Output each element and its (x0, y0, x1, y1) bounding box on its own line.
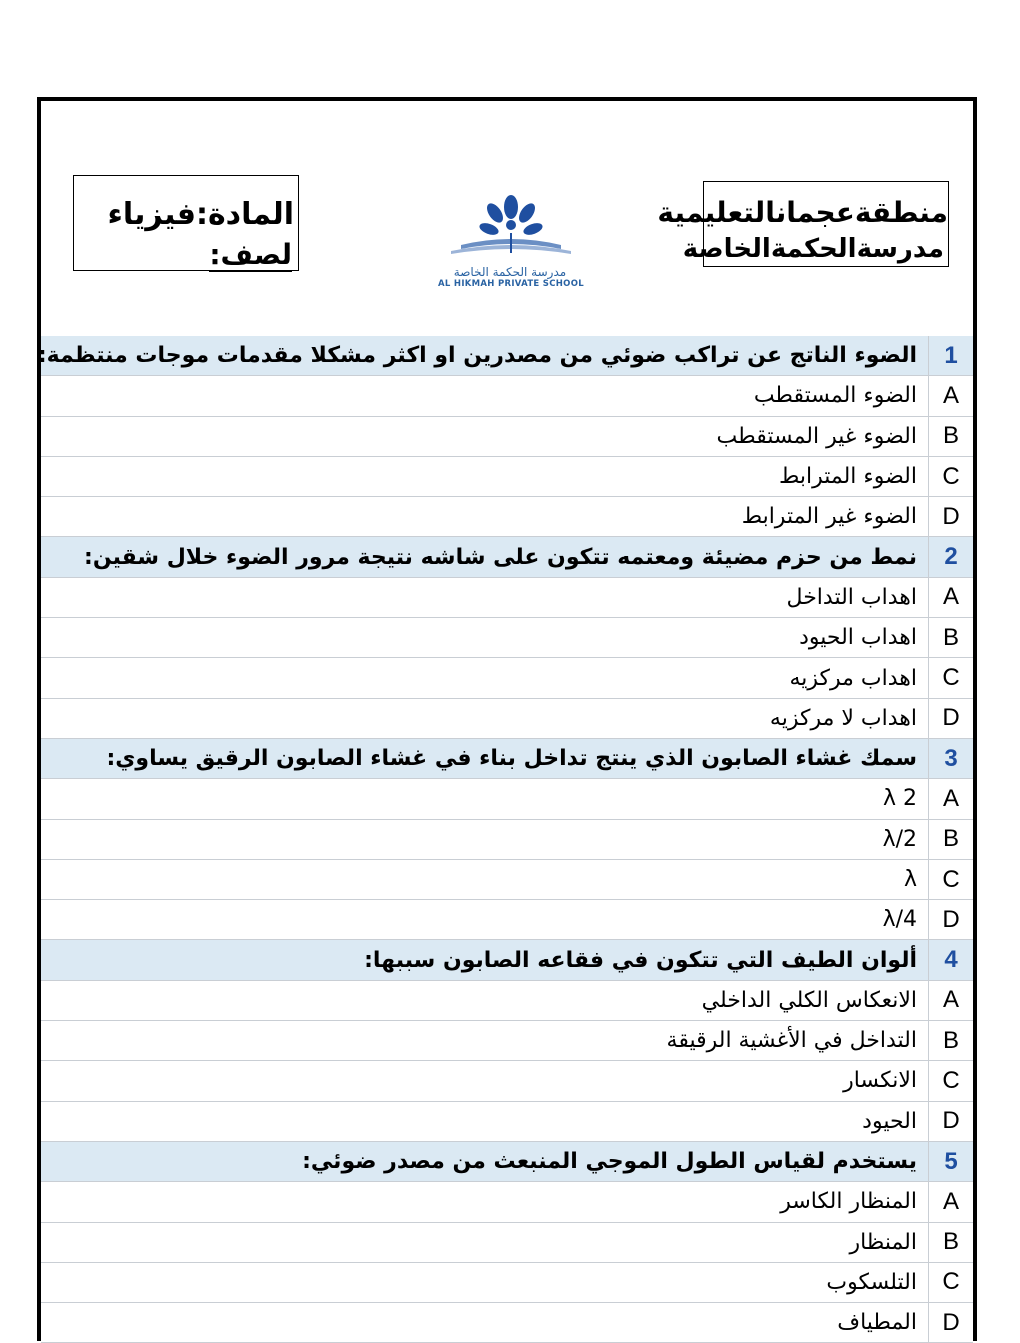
option-text: الضوء غير المترابط (741, 504, 917, 530)
question-text: يستخدم لقياس الطول الموجي المنبعث من مصدر ضوئي: (302, 1149, 917, 1175)
column-divider (928, 1021, 929, 1060)
option-text: 2 λ (882, 786, 917, 812)
column-divider (928, 1102, 929, 1141)
question-row (37, 336, 973, 376)
option-letter: D (942, 905, 960, 933)
column-divider (928, 537, 929, 576)
option-letter: A (942, 1187, 959, 1215)
option-text: المنظار (849, 1229, 917, 1255)
column-divider (928, 376, 929, 415)
region-box (657, 181, 949, 267)
column-divider (928, 1263, 929, 1302)
question-text: سمك غشاء الصابون الذي ينتج تداخل بناء في غشاء الصابون الرقيق يساوي: (106, 746, 917, 772)
option-row[interactable] (41, 699, 973, 739)
option-row[interactable] (41, 457, 973, 497)
option-letter: B (942, 825, 959, 853)
option-letter: C (942, 865, 960, 893)
column-divider (928, 739, 929, 778)
option-text: اهداب الحيود (799, 625, 917, 651)
column-divider (928, 860, 929, 899)
column-divider (928, 417, 929, 456)
option-text: الانعكاس الكلي الداخلي (701, 987, 917, 1013)
option-row[interactable] (41, 1102, 973, 1142)
exam-header (41, 101, 973, 333)
option-text: المنظار الكاسر (780, 1189, 917, 1215)
option-letter: B (942, 1228, 959, 1256)
option-letter: A (942, 381, 959, 409)
option-row[interactable] (41, 860, 973, 900)
question-number: 4 (944, 946, 958, 974)
question-number: 5 (944, 1147, 958, 1175)
option-letter: B (942, 1026, 959, 1054)
option-text: الضوء غير المستقطب (716, 423, 917, 449)
question-row (41, 739, 973, 779)
option-text: الضوء المستقطب (753, 383, 917, 409)
column-divider (928, 336, 929, 375)
question-text: الضوء الناتج عن تراكب ضوئي من مصدرين او اكثر مشكلا مقدمات موجات منتظمة: (37, 343, 917, 369)
option-letter: C (942, 664, 960, 692)
option-letter: D (942, 1107, 960, 1135)
option-row[interactable] (41, 658, 973, 698)
column-divider (928, 820, 929, 859)
question-number: 2 (944, 543, 958, 571)
question-text: ألوان الطيف التي تتكون في فقاعه الصابون سببها: (364, 947, 917, 973)
option-text: التلسكوب (826, 1269, 917, 1295)
column-divider (928, 497, 929, 536)
option-letter: A (942, 784, 959, 812)
column-divider (928, 618, 929, 657)
column-divider (928, 981, 929, 1020)
option-letter: D (942, 1308, 960, 1336)
logo-arabic-name: مدرسة الحكمة الخاصة (453, 265, 567, 279)
logo-english-name: AL HIKMAH PRIVATE SCHOOL (438, 279, 584, 289)
question-row (41, 537, 973, 577)
column-divider (928, 578, 929, 617)
question-number: 1 (944, 341, 958, 369)
option-row[interactable] (41, 376, 973, 416)
option-text: λ (903, 867, 917, 892)
column-divider (928, 779, 929, 818)
column-divider (928, 940, 929, 979)
question-number: 3 (944, 744, 958, 772)
option-row[interactable] (41, 1263, 973, 1303)
question-text: نمط من حزم مضيئة ومعتمه تتكون على شاشه نتيجة مرور الضوء خلال شقين: (84, 544, 917, 570)
option-letter: D (942, 704, 960, 732)
option-text: λ/2 (882, 826, 917, 852)
option-row[interactable] (41, 779, 973, 819)
exam-sheet (37, 97, 977, 1341)
option-row[interactable] (41, 618, 973, 658)
option-letter: C (942, 462, 960, 490)
question-row (41, 1142, 973, 1182)
option-letter: C (942, 1268, 960, 1296)
region-name: منطقةعجمانالتعليمية (657, 196, 948, 229)
school-logo-icon (421, 193, 601, 265)
option-row[interactable] (41, 497, 973, 537)
option-text: اهداب لا مركزيه (769, 705, 917, 731)
column-divider (928, 900, 929, 939)
option-row[interactable] (41, 1303, 973, 1343)
subject-box (73, 175, 299, 271)
option-letter: A (942, 583, 959, 611)
option-letter: C (942, 1066, 960, 1094)
option-letter: A (942, 986, 959, 1014)
column-divider (928, 1061, 929, 1100)
option-row[interactable] (41, 1182, 973, 1222)
option-text: اهداب مركزيه (789, 665, 917, 691)
column-divider (928, 658, 929, 697)
column-divider (928, 457, 929, 496)
school-name: مدرسةالحكمةالخاصة (682, 234, 944, 264)
option-row[interactable] (41, 417, 973, 457)
option-text: اهداب التداخل (786, 584, 917, 610)
option-letter: B (942, 422, 959, 450)
column-divider (928, 1142, 929, 1181)
class-label: لصف: (209, 238, 292, 271)
option-row[interactable] (41, 1223, 973, 1263)
option-text: الانكسار (843, 1068, 917, 1094)
option-text: الحيود (862, 1108, 917, 1134)
column-divider (928, 699, 929, 738)
option-row[interactable] (41, 1061, 973, 1101)
option-row[interactable] (41, 578, 973, 618)
option-letter: B (942, 623, 959, 651)
option-row[interactable] (41, 820, 973, 860)
option-text: λ/4 (882, 907, 917, 933)
questions-table (37, 336, 973, 1343)
column-divider (928, 1182, 929, 1221)
school-logo (421, 193, 601, 293)
option-letter: D (942, 502, 960, 530)
question-row (41, 940, 973, 980)
option-text: الضوء المترابط (778, 464, 917, 490)
option-row[interactable] (41, 900, 973, 940)
option-row[interactable] (41, 981, 973, 1021)
option-text: التداخل في الأغشية الرقيقة (666, 1028, 917, 1054)
option-row[interactable] (41, 1021, 973, 1061)
column-divider (928, 1303, 929, 1342)
option-text: المطياف (837, 1310, 917, 1336)
column-divider (928, 1223, 929, 1262)
subject-label: المادة:فيزياء (107, 197, 294, 232)
